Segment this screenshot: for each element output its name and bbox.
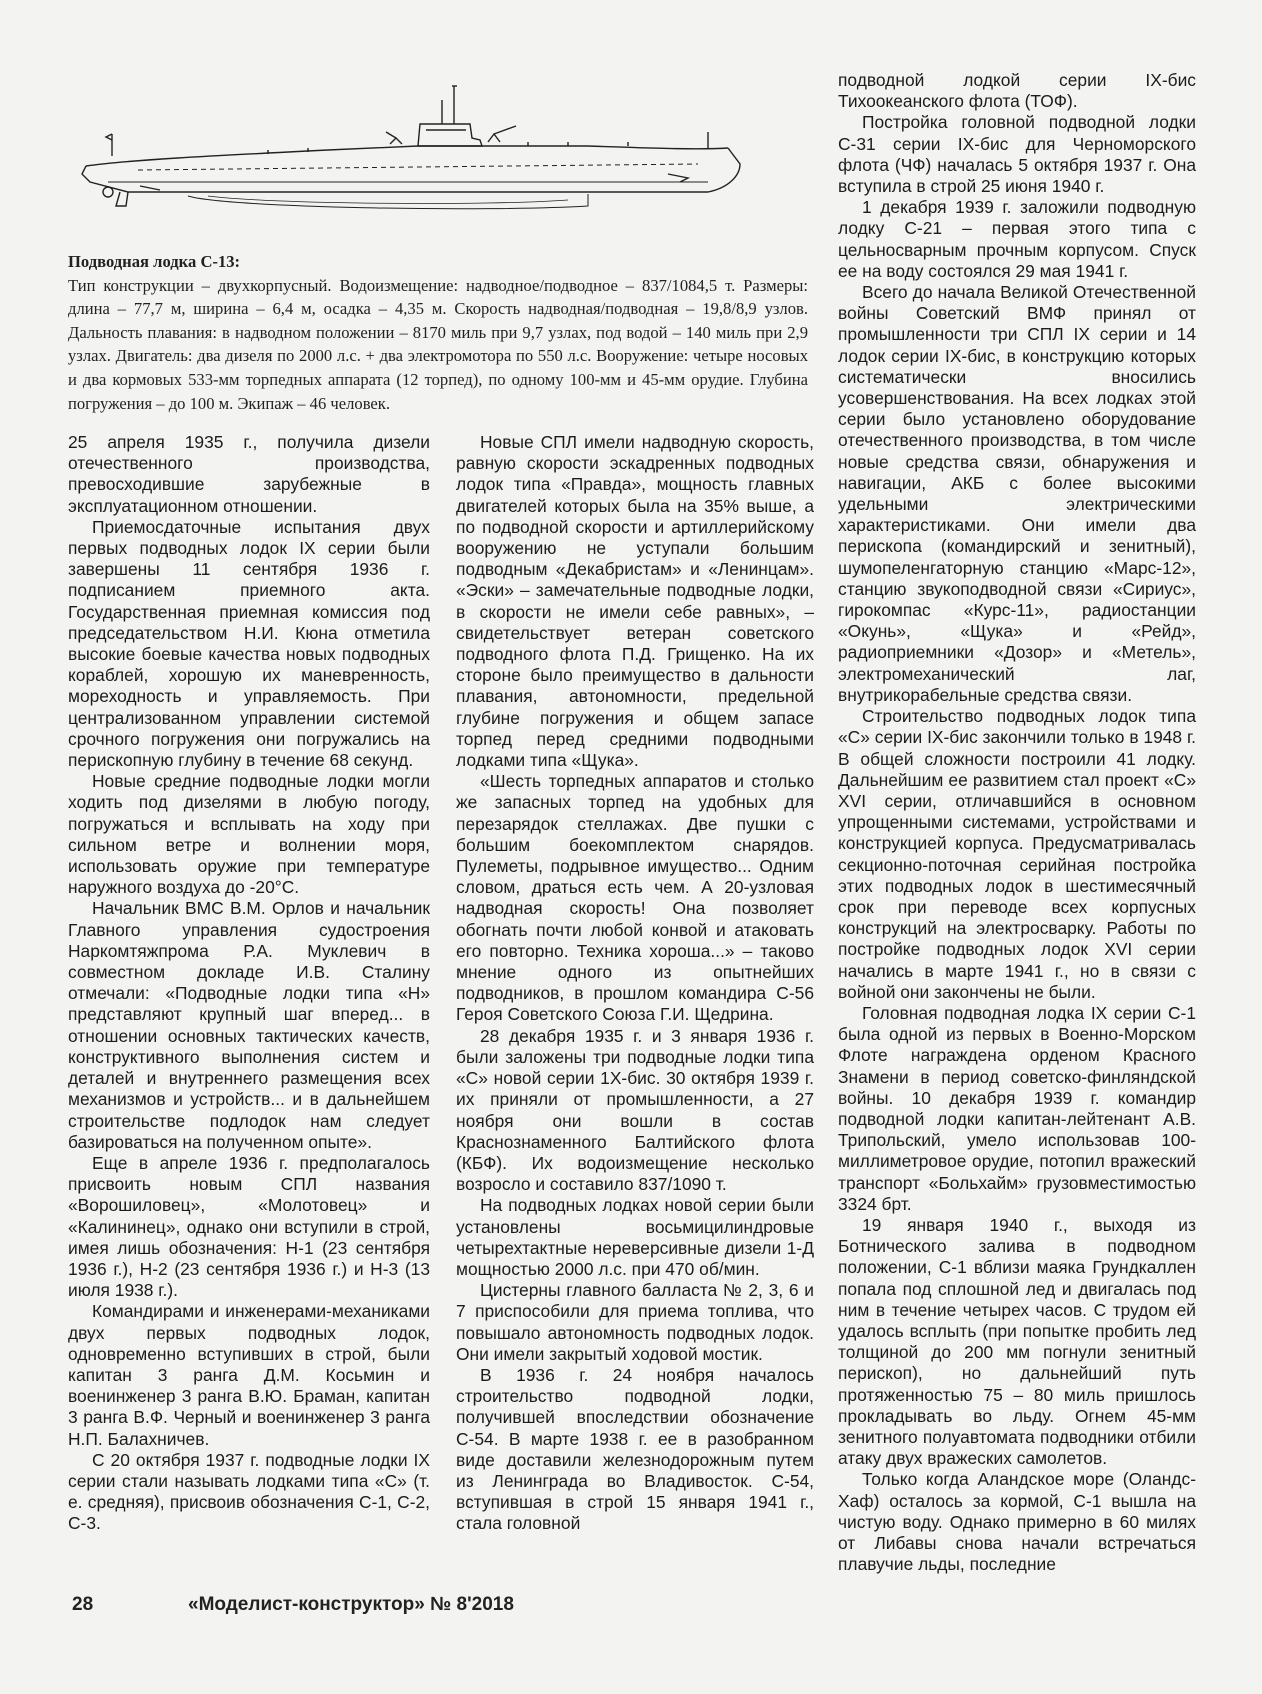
paragraph: Цистерны главного балласта № 2, 3, 6 и 7 приспособили для приема топлива, что повышало автономность подводных лодок. Они имели закрытый ходовой мостик. xyxy=(456,1280,814,1364)
text-column-2 xyxy=(456,432,814,1535)
figure-caption xyxy=(68,250,808,415)
paragraph: 1 декабря 1939 г. заложили подводную лодку С-21 – первая этого типа с цельносварным прочным корпусом. Спуск ее на воду состоялся 29 мая 1941 г. xyxy=(838,197,1196,281)
paragraph: 25 апреля 1935 г., получила дизели отечественного производства, превосходившие зарубежные в эксплуатационном отношении. xyxy=(68,432,430,516)
paragraph: На подводных лодках новой серии были установлены восьмицилиндровые четырехтактные нереверсивные дизели 1-Д мощностью 2000 л.с. при 470 об/мин. xyxy=(456,1195,814,1279)
paragraph: С 20 октября 1937 г. подводные лодки IX серии стали называть лодками типа «С» (т. е. средняя), присвоив обозначения С-1, С-2, С-3. xyxy=(68,1449,430,1534)
paragraph: Новые средние подводные лодки могли ходить под дизелями в любую погоду, погружаться и всплывать на ходу при сильном ветре и волнении моря, использовать оружие при температуре наружного воздуха до -20°С. xyxy=(68,771,430,898)
paragraph: Строительство подводных лодок типа «С» серии IX-бис закончили только в 1948 г. В общей сложности построили 41 лодку. Дальнейшим ее развитием стал проект «С» XVI серии, отличавшийся в основном упрощенными системами, устройствами и конструкцией корпуса. Предусматривалась секционно-поточная серийная постройка этих подводных лодок в шестимесячный срок при переводе всех корпусных конструкций на электросварку. Работы по постройке подводных лодок XVI серии начались в марте 1941 г., но в связи с войной они закончены не были. xyxy=(838,706,1196,1002)
paragraph: Командирами и инженерами-механиками двух первых подводных лодок, одновременно вступивших в строй, были капитан 3 ранга Д.М. Косьмин и военинженер 3 ранга В.Ю. Браман, капитан 3 ранга В.Ф. Черный и военинженер 3 ранга Н.П. Балахничев. xyxy=(68,1301,430,1449)
paragraph: Только когда Аландское море (Оландс-Хаф) осталось за кормой, С-1 вышла на чистую воду. Однако примерно в 60 милях от Либавы снова начали встречаться плавучие льды, последние xyxy=(838,1469,1196,1575)
paragraph: Головная подводная лодка IX серии С-1 была одной из первых в Военно-Морском Флоте награждена орденом Красного Знамени в период советско-финляндской войны. 10 декабря 1939 г. командир подводной лодки капитан-лейтенант А.В. Трипольский, умело использовав 100-миллиметровое орудие, потопил вражеский транспорт «Больхайм» грузовместимостью 3324 брт. xyxy=(838,1002,1196,1214)
caption-text: Тип конструкции – двухкорпусный. Водоизмещение: надводное/подводное – 837/1084,5 т. Размеры: длина – 77,7 м, ширина – 6,4 м, осадка – 4,35 м. Скорость надводная/подводная – 19,8/8,9 узлов. Дальность плавания: в надводном положении – 8170 миль при 9,7 узлах, под водой – 140 миль при 2,9 узлах. Двигатель: два дизеля по 2000 л.с. + два электромотора по 550 л.с. Вооружение: четыре носовых и два кормовых 533-мм торпедных аппарата (12 торпед), по одному 100-мм и 45-мм орудие. Глубина погружения – до 100 м. Экипаж – 46 человек. xyxy=(68,275,808,413)
paragraph: Еще в апреле 1936 г. предполагалось присвоить новым СПЛ названия «Ворошиловец», «Молотовец» и «Калининец», однако они вступили в строй, имея лишь обозначения: Н-1 (23 сентября 1936 г.), Н-2 (23 сентября 1936 г.) и Н-3 (13 июля 1938 г.). xyxy=(68,1152,430,1301)
text-column-1 xyxy=(68,432,430,1535)
page-footer xyxy=(68,1594,1196,1618)
paragraph: «Шесть торпедных аппаратов и столько же запасных торпед на удобных для перезарядок стеллажах. Две пушки с большим боекомплектом снарядов. Пулеметы, подрывное имущество... Одним словом, драться есть чем. А 20-узловая надводная скорость! Она позволяет обогнать почти любой конвой и атаковать его повторно. Техника хороша...» – таково мнение одного из опытнейших подводников, в прошлом командира С-56 Героя Советского Союза Г.И. Щедрина. xyxy=(456,771,814,1025)
paragraph: В 1936 г. 24 ноября началось строительство подводной лодки, получившей впоследствии обозначение С-54. В марте 1938 г. ее в разобранном виде доставили железнодорожным путем из Ленинграда во Владивосток. С-54, вступившая в строй 15 января 1941 г., стала головной xyxy=(456,1364,814,1534)
paragraph: Новые СПЛ имели надводную скорость, равную скорости эскадренных подводных лодок типа «Правда», мощность главных двигателей которых была на 35% выше, а по подводной скорости и артиллерийскому вооружению не уступали большим подводным «Декабристам» и «Ленинцам». «Эски» – замечательные подводные лодки, в скорости не имели себе равных», – свидетельствует ветеран советского подводного флота П.Д. Грищенко. На их стороне было преимущество в дальности плавания, автономности, предельной глубине погружения и общем запасе торпед перед средними подводными лодками типа «Щука». xyxy=(456,432,814,771)
text-column-3 xyxy=(838,70,1196,1575)
caption-title: Подводная лодка С-13: xyxy=(68,252,241,271)
paragraph: 19 января 1940 г., выходя из Ботнического залива в подводном положении, С-1 вблизи маяка Грундкаллен попала под сплошной лед и двигалась под ним в течение четырех часов. С трудом ей удалось всплыть (при попытке пробить лед толщиной до 200 мм погнули зенитный перископ), но дальнейший путь протяженностью 75 – 80 миль пришлось прокладывать во льду. Огнем 45-мм зенитного полуавтомата подводники отбили атаку двух вражеских самолетов. xyxy=(838,1214,1196,1469)
paragraph: 28 декабря 1935 г. и 3 января 1936 г. были заложены три подводные лодки типа «С» новой серии 1Х-бис. 30 октября 1939 г. их приняли от промышленности, а 27 ноября они вошли в состав Краснознаменного Балтийского флота (КБФ). Их водоизмещение несколько возросло и составило 837/1090 т. xyxy=(456,1025,814,1195)
magazine-issue: «Моделист-конструктор» № 8'2018 xyxy=(188,1594,514,1615)
paragraph: Начальник ВМС В.М. Орлов и начальник Главного управления судостроения Наркомтяжпрома Р.А. Муклевич в совместном докладе И.В. Сталину отмечали: «Подводные лодки типа «Н» представляют крупный шаг вперед... в отношении основных тактических качеств, конструктивного выполнения систем и деталей и внутреннего размещения всех механизмов и устройств... и в дальнейшем строительстве подлодок нам следует базироваться на полученном опыте». xyxy=(68,898,430,1152)
paragraph: Приемосдаточные испытания двух первых подводных лодок IX серии были завершены 11 сентября 1936 г. подписанием приемного акта. Государственная приемная комиссия под председательством Н.И. Кюна отметила высокие боевые качества новых подводных кораблей, хорошую их маневренность, мореходность и управляемость. При централизованном управлении системой срочного погружения они погружались на перископную глубину в течение 68 секунд. xyxy=(68,516,430,771)
submarine-drawing xyxy=(68,82,808,252)
paragraph: Постройка головной подводной лодки С-31 серии IX-бис для Черноморского флота (ЧФ) началась 5 октября 1937 г. Она вступила в строй 25 июня 1940 г. xyxy=(838,112,1196,197)
paragraph: подводной лодкой серии IX-бис Тихоокеанского флота (ТОФ). xyxy=(838,70,1196,112)
page-number: 28 xyxy=(72,1594,94,1615)
paragraph: Всего до начала Великой Отечественной войны Советский ВМФ принял от промышленности три СПЛ IX серии и 14 лодок серии IX-бис, в конструкцию которых систематически вносились усовершенствования. На всех лодках этой серии было установлено оборудование отечественного производства, в том числе новые средства связи, обнаружения и навигации, АКБ с более высокими удельными электрическими характеристиками. Они имели два перископа (командирский и зенитный), шумопеленгаторную станцию «Марс-12», станцию звукоподводной связи «Сириус», гирокомпас «Курс-11», радиостанции «Окунь», «Щука» и «Рейд», радиоприемники «Дозор» и «Метель», электромеханический лаг, внутрикорабельные средства связи. xyxy=(838,282,1196,705)
